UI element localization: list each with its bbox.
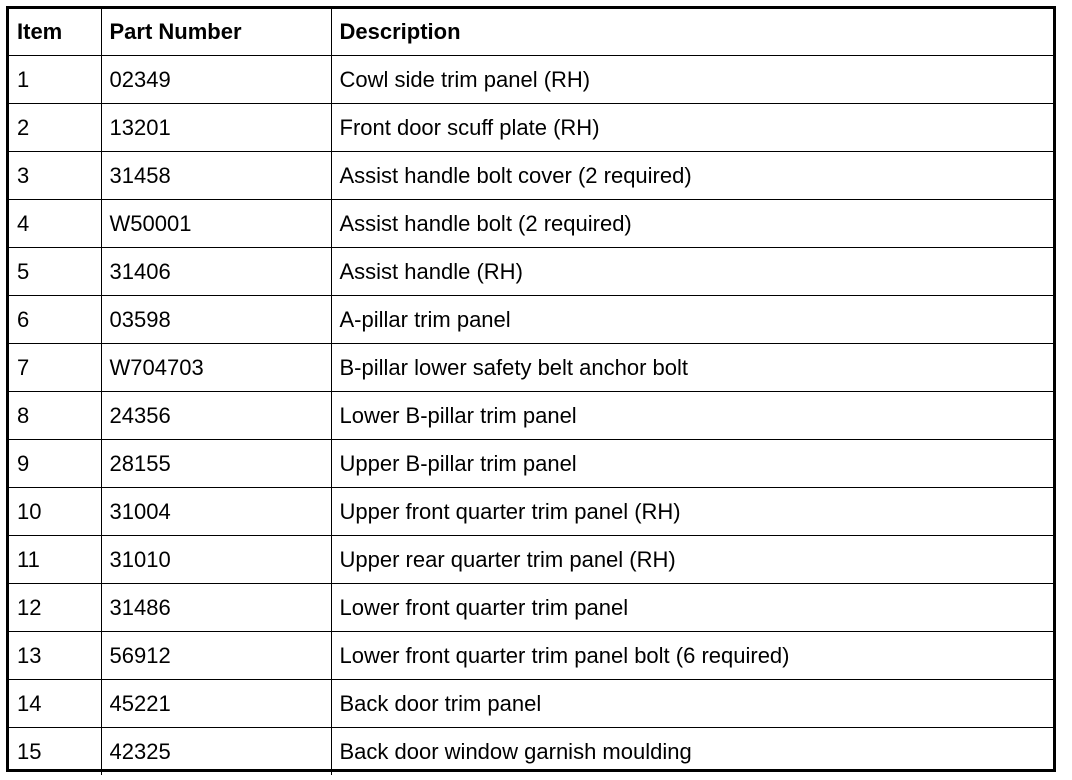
table-row bbox=[9, 152, 1053, 200]
table-row bbox=[9, 392, 1053, 440]
header-part-number: Part Number bbox=[101, 9, 331, 56]
header-description: Description bbox=[331, 9, 1053, 56]
cell-description: Lower front quarter trim panel bolt (6 required) bbox=[331, 632, 1053, 680]
cell-description: Assist handle bolt (2 required) bbox=[331, 200, 1053, 248]
cell-description: Upper B-pillar trim panel bbox=[331, 440, 1053, 488]
cell-item: 8 bbox=[9, 392, 101, 440]
cell-description: Upper front quarter trim panel (RH) bbox=[331, 488, 1053, 536]
table-row bbox=[9, 680, 1053, 728]
cell-part-number: W704703 bbox=[101, 344, 331, 392]
cell-description: Upper rear quarter trim panel (RH) bbox=[331, 536, 1053, 584]
cell-item: 6 bbox=[9, 296, 101, 344]
cell-description: Lower B-pillar trim panel bbox=[331, 392, 1053, 440]
cell-description: Front door scuff plate (RH) bbox=[331, 104, 1053, 152]
cell-part-number: 31010 bbox=[101, 536, 331, 584]
table-row bbox=[9, 488, 1053, 536]
cell-item: 1 bbox=[9, 56, 101, 104]
table-row bbox=[9, 584, 1053, 632]
cell-part-number: 42325 bbox=[101, 728, 331, 776]
cell-description: Cowl side trim panel (RH) bbox=[331, 56, 1053, 104]
cell-description: Back door trim panel bbox=[331, 680, 1053, 728]
parts-table-container bbox=[6, 6, 1056, 772]
cell-part-number: 13201 bbox=[101, 104, 331, 152]
table-row bbox=[9, 536, 1053, 584]
header-item: Item bbox=[9, 9, 101, 56]
cell-item: 11 bbox=[9, 536, 101, 584]
cell-part-number: 03598 bbox=[101, 296, 331, 344]
table-row bbox=[9, 296, 1053, 344]
cell-part-number: 31004 bbox=[101, 488, 331, 536]
cell-description: Assist handle bolt cover (2 required) bbox=[331, 152, 1053, 200]
table-row bbox=[9, 104, 1053, 152]
cell-item: 14 bbox=[9, 680, 101, 728]
cell-item: 5 bbox=[9, 248, 101, 296]
cell-part-number: 31486 bbox=[101, 584, 331, 632]
table-row bbox=[9, 440, 1053, 488]
cell-item: 9 bbox=[9, 440, 101, 488]
cell-part-number: 56912 bbox=[101, 632, 331, 680]
table-row bbox=[9, 632, 1053, 680]
table-row bbox=[9, 248, 1053, 296]
cell-part-number: 45221 bbox=[101, 680, 331, 728]
cell-description: B-pillar lower safety belt anchor bolt bbox=[331, 344, 1053, 392]
cell-item: 13 bbox=[9, 632, 101, 680]
cell-item: 3 bbox=[9, 152, 101, 200]
cell-item: 15 bbox=[9, 728, 101, 776]
cell-part-number: 02349 bbox=[101, 56, 331, 104]
cell-item: 2 bbox=[9, 104, 101, 152]
table-row bbox=[9, 56, 1053, 104]
cell-part-number: 31406 bbox=[101, 248, 331, 296]
cell-part-number: W50001 bbox=[101, 200, 331, 248]
cell-description: Lower front quarter trim panel bbox=[331, 584, 1053, 632]
cell-item: 10 bbox=[9, 488, 101, 536]
cell-description: A-pillar trim panel bbox=[331, 296, 1053, 344]
cell-part-number: 28155 bbox=[101, 440, 331, 488]
cell-description: Assist handle (RH) bbox=[331, 248, 1053, 296]
table-row bbox=[9, 728, 1053, 776]
table-row bbox=[9, 344, 1053, 392]
cell-part-number: 24356 bbox=[101, 392, 331, 440]
table-row bbox=[9, 200, 1053, 248]
parts-table bbox=[9, 9, 1053, 775]
cell-item: 12 bbox=[9, 584, 101, 632]
table-header-row bbox=[9, 9, 1053, 56]
cell-description: Back door window garnish moulding bbox=[331, 728, 1053, 776]
cell-item: 7 bbox=[9, 344, 101, 392]
cell-item: 4 bbox=[9, 200, 101, 248]
cell-part-number: 31458 bbox=[101, 152, 331, 200]
